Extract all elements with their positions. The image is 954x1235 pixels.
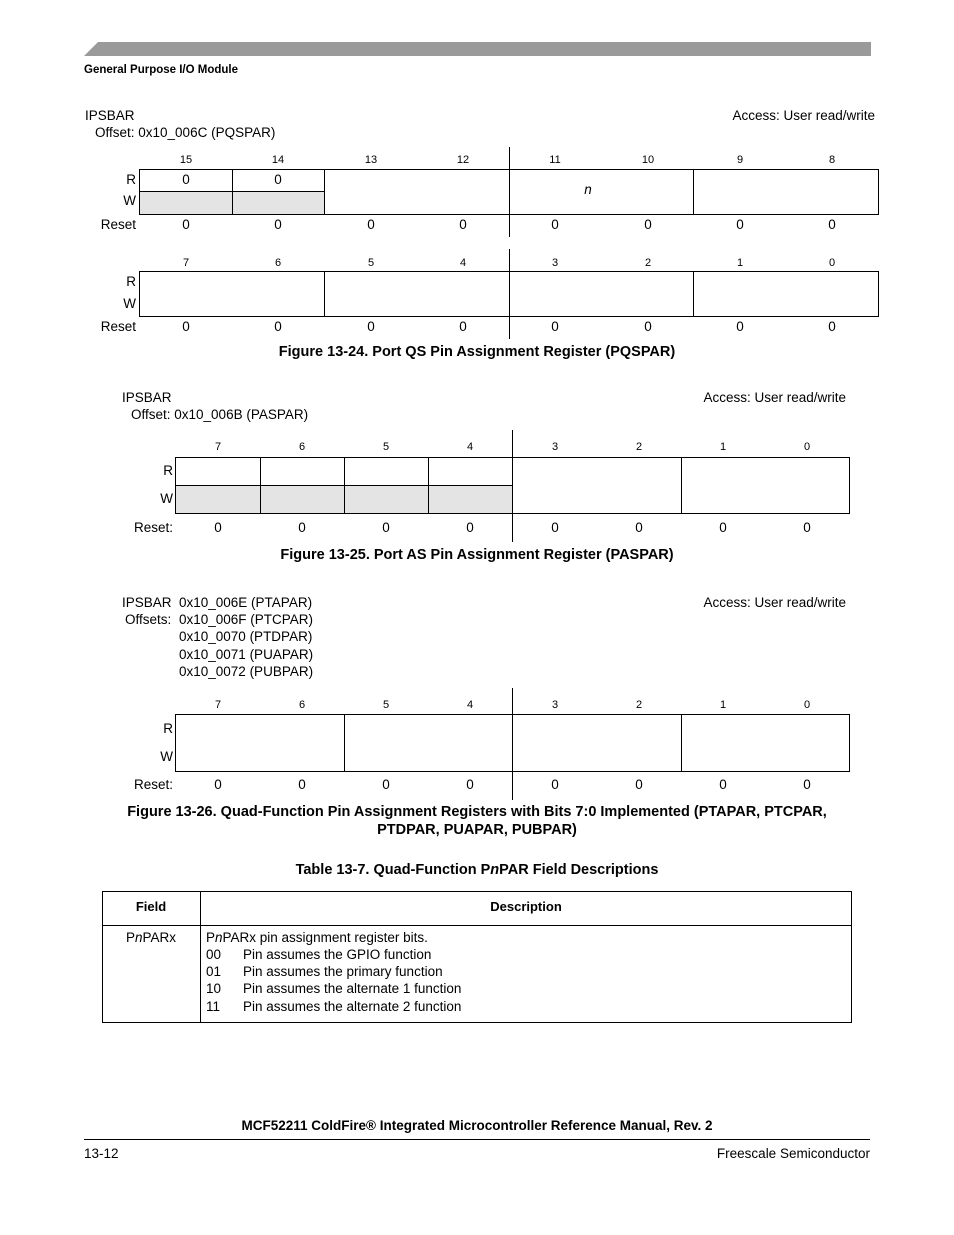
description-suffix: PARx pin assignment register bits. bbox=[222, 930, 428, 945]
reset-label: Reset: bbox=[133, 520, 173, 535]
reset-value: 0 bbox=[182, 319, 190, 334]
bit-number: 13 bbox=[364, 154, 378, 166]
write-label: W bbox=[123, 296, 136, 311]
offset-entry: 0x10_0071 (PUAPAR) bbox=[179, 647, 314, 662]
field-n-label: n bbox=[584, 182, 592, 197]
write-label: W bbox=[160, 749, 173, 764]
table-header-divider bbox=[102, 925, 852, 926]
fig25-access-label: Access: User read/write bbox=[703, 390, 846, 405]
bit-number: 5 bbox=[382, 441, 390, 453]
fig25-offset-label: Offset: 0x10_006B (PASPAR) bbox=[131, 407, 309, 422]
field-name-suffix: PARx bbox=[142, 930, 177, 945]
table-title-prefix: Table 13-7. Quad-Function P bbox=[295, 862, 491, 878]
footer-company: Freescale Semiconductor bbox=[716, 1146, 870, 1161]
bit-number: 5 bbox=[382, 699, 390, 711]
reset-value: 0 bbox=[719, 520, 727, 535]
bit-number: 3 bbox=[551, 699, 559, 711]
table-header-field: Field bbox=[135, 899, 167, 914]
bit-number: 0 bbox=[828, 257, 836, 269]
offset-entry: 0x10_006F (PTCPAR) bbox=[179, 612, 314, 627]
footer-manual-title: MCF52211 ColdFire® Integrated Microcontroller Reference Manual, Rev. 2 bbox=[241, 1118, 713, 1133]
reset-value: 0 bbox=[466, 777, 474, 792]
bit-divider bbox=[260, 457, 261, 514]
reset-value: 0 bbox=[644, 217, 652, 232]
reset-value: 0 bbox=[298, 777, 306, 792]
reset-label: Reset bbox=[100, 217, 136, 232]
fig25-base-label: IPSBAR bbox=[122, 390, 172, 405]
reset-value: 0 bbox=[551, 319, 559, 334]
read-label: R bbox=[126, 172, 136, 187]
bit-divider bbox=[344, 457, 345, 514]
fig26-access-label: Access: User read/write bbox=[703, 595, 846, 610]
figure-caption-line2: PTDPAR, PUAPAR, PUBPAR) bbox=[377, 822, 577, 838]
bit-number: 4 bbox=[466, 699, 474, 711]
reset-value: 0 bbox=[274, 217, 282, 232]
bit-number: 2 bbox=[635, 441, 643, 453]
bit-number: 12 bbox=[456, 154, 470, 166]
table-title-suffix: PAR Field Descriptions bbox=[499, 862, 659, 878]
table-column-divider bbox=[200, 891, 201, 1023]
bit-number: 3 bbox=[551, 441, 559, 453]
code-meaning: Pin assumes the alternate 2 function bbox=[243, 999, 462, 1014]
fig24-offset-label: Offset: 0x10_006C (PQSPAR) bbox=[95, 125, 276, 140]
fig24-access-label: Access: User read/write bbox=[732, 108, 875, 123]
code-meaning: Pin assumes the GPIO function bbox=[243, 947, 432, 962]
offset-entry: 0x10_0070 (PTDPAR) bbox=[179, 629, 313, 644]
read-label: R bbox=[126, 274, 136, 289]
bit-divider bbox=[232, 169, 233, 215]
reset-value: 0 bbox=[828, 319, 836, 334]
reset-value: 0 bbox=[803, 777, 811, 792]
field-divider bbox=[693, 169, 694, 215]
bit-number: 5 bbox=[367, 257, 375, 269]
bit-number: 10 bbox=[641, 154, 655, 166]
reset-value: 0 bbox=[736, 319, 744, 334]
bit-number: 9 bbox=[736, 154, 744, 166]
reset-label: Reset: bbox=[133, 777, 173, 792]
bit-number: 7 bbox=[214, 699, 222, 711]
write-label: W bbox=[123, 193, 136, 208]
bit-number: 15 bbox=[179, 154, 193, 166]
code-value: 11 bbox=[206, 999, 221, 1014]
bit-number: 2 bbox=[644, 257, 652, 269]
footer-page-number: 13-12 bbox=[84, 1146, 119, 1161]
fig24-base-label: IPSBAR bbox=[85, 108, 135, 123]
code-value: 10 bbox=[206, 981, 222, 996]
reset-value: 0 bbox=[382, 520, 390, 535]
read-value-bit15: 0 bbox=[182, 172, 190, 187]
bit-number: 11 bbox=[549, 154, 561, 166]
reset-value: 0 bbox=[828, 217, 836, 232]
bit-number: 1 bbox=[719, 699, 727, 711]
write-label: W bbox=[160, 491, 173, 506]
bit-number: 4 bbox=[459, 257, 467, 269]
fig26-base-label: IPSBAR bbox=[122, 595, 172, 610]
reset-value: 0 bbox=[635, 520, 643, 535]
read-label: R bbox=[163, 463, 173, 478]
bit-divider bbox=[428, 457, 429, 514]
table-header-description: Description bbox=[490, 899, 562, 914]
footer-rule bbox=[84, 1139, 870, 1140]
reset-value: 0 bbox=[459, 319, 467, 334]
fig24-row2-register bbox=[139, 271, 879, 317]
reset-value: 0 bbox=[214, 777, 222, 792]
reset-value: 0 bbox=[635, 777, 643, 792]
reset-value: 0 bbox=[644, 319, 652, 334]
bit-number: 1 bbox=[719, 441, 727, 453]
reset-value: 0 bbox=[466, 520, 474, 535]
offset-entry: 0x10_006E (PTAPAR) bbox=[179, 595, 313, 610]
offset-entry: 0x10_0072 (PUBPAR) bbox=[179, 664, 314, 679]
reset-value: 0 bbox=[719, 777, 727, 792]
reset-value: 0 bbox=[803, 520, 811, 535]
figure-caption: Figure 13-25. Port AS Pin Assignment Register (PASPAR) bbox=[280, 547, 674, 563]
reset-value: 0 bbox=[459, 217, 467, 232]
reset-value: 0 bbox=[551, 217, 559, 232]
code-meaning: Pin assumes the alternate 1 function bbox=[243, 981, 462, 996]
reset-value: 0 bbox=[382, 777, 390, 792]
reset-value: 0 bbox=[214, 520, 222, 535]
description-italic: n bbox=[215, 930, 223, 945]
fig26-register bbox=[175, 714, 850, 772]
bit-number: 0 bbox=[803, 699, 811, 711]
code-meaning: Pin assumes the primary function bbox=[243, 964, 443, 979]
bit-number: 3 bbox=[551, 257, 559, 269]
field-divider bbox=[344, 714, 345, 772]
reset-value: 0 bbox=[551, 520, 559, 535]
bit-number: 6 bbox=[298, 441, 306, 453]
code-value: 01 bbox=[206, 964, 222, 979]
reset-value: 0 bbox=[367, 217, 375, 232]
bit-number: 6 bbox=[274, 257, 282, 269]
bit-number: 7 bbox=[214, 441, 222, 453]
description-intro bbox=[206, 930, 428, 945]
figure-caption: Figure 13-24. Port QS Pin Assignment Register (PQSPAR) bbox=[278, 344, 676, 360]
field-name-cell bbox=[126, 930, 176, 945]
read-label: R bbox=[163, 721, 173, 736]
reset-value: 0 bbox=[736, 217, 744, 232]
code-value: 00 bbox=[206, 947, 222, 962]
bit-number: 7 bbox=[182, 257, 190, 269]
bit-number: 0 bbox=[803, 441, 811, 453]
bit-number: 1 bbox=[736, 257, 744, 269]
field-divider bbox=[324, 271, 325, 317]
reset-label: Reset bbox=[100, 319, 136, 334]
field-divider bbox=[681, 714, 682, 772]
read-value-bit14: 0 bbox=[274, 172, 282, 187]
field-name-italic: n bbox=[134, 930, 143, 945]
table-title bbox=[296, 862, 659, 878]
reset-value: 0 bbox=[298, 520, 306, 535]
bit-number: 6 bbox=[298, 699, 306, 711]
table-title-italic: n bbox=[490, 862, 500, 878]
reset-value: 0 bbox=[551, 777, 559, 792]
field-divider bbox=[324, 169, 325, 215]
field-divider bbox=[693, 271, 694, 317]
reset-value: 0 bbox=[274, 319, 282, 334]
bit-number: 8 bbox=[828, 154, 836, 166]
field-name-prefix: P bbox=[125, 930, 135, 945]
field-divider bbox=[681, 457, 682, 514]
fig26-offsets-label: Offsets: bbox=[125, 612, 172, 627]
header-bar bbox=[84, 42, 871, 56]
section-title: General Purpose I/O Module bbox=[84, 64, 239, 76]
bit-number: 14 bbox=[271, 154, 285, 166]
figure-caption-line1: Figure 13-26. Quad-Function Pin Assignment Registers with Bits 7:0 Implemented (PTAPAR, PTCPAR, bbox=[127, 804, 827, 820]
bit-number: 2 bbox=[635, 699, 643, 711]
reset-value: 0 bbox=[367, 319, 375, 334]
bit-number: 4 bbox=[466, 441, 474, 453]
reset-value: 0 bbox=[182, 217, 190, 232]
description-prefix: P bbox=[206, 930, 216, 945]
